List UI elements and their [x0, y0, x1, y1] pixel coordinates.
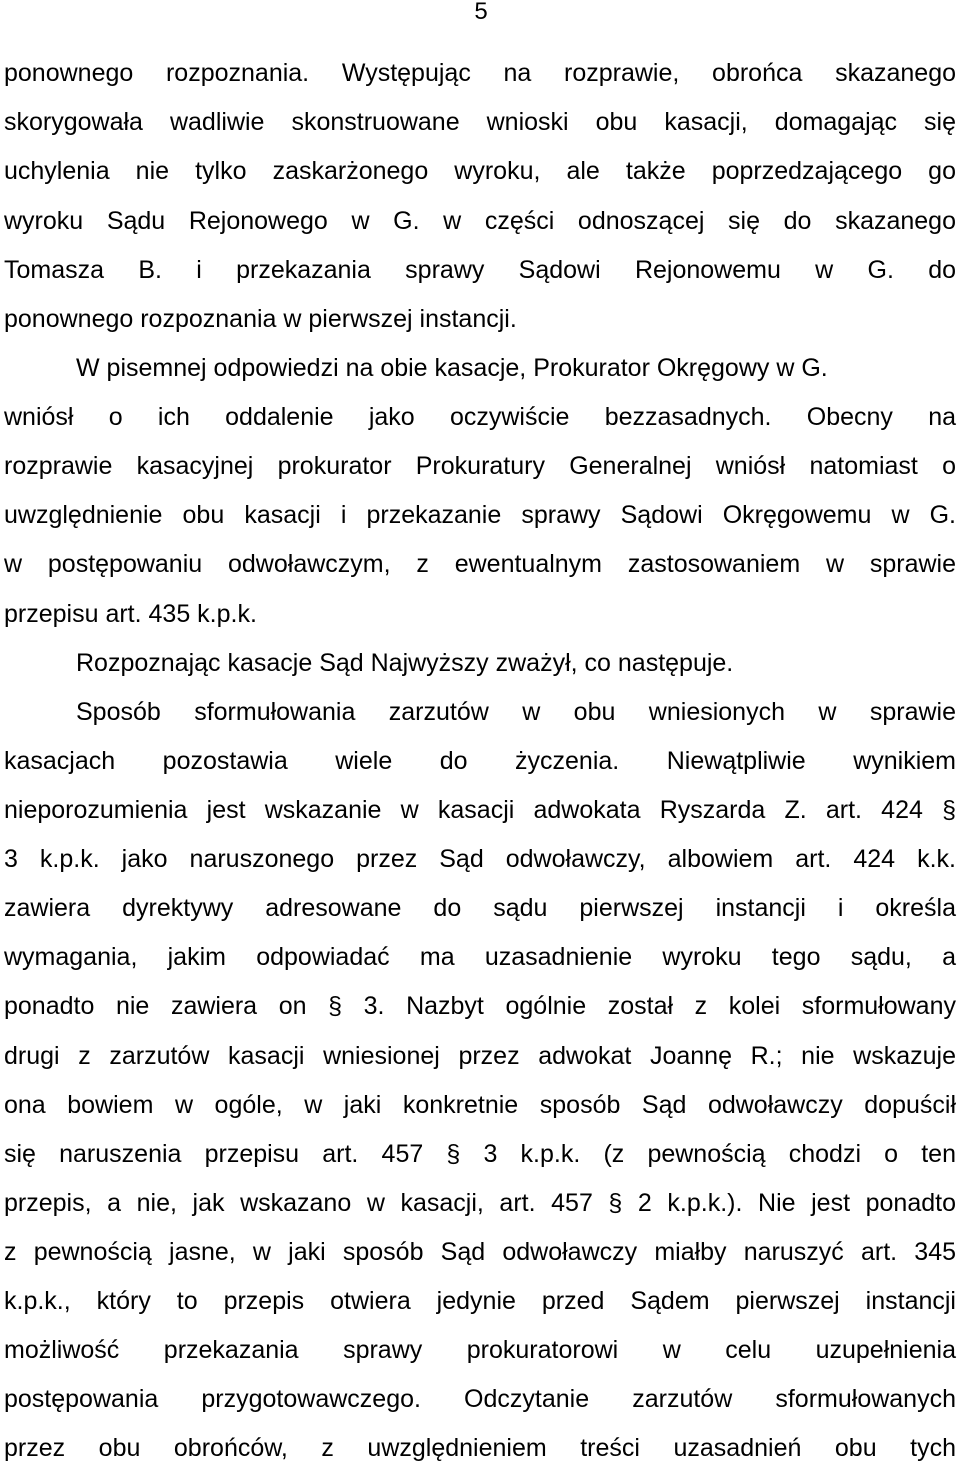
text-line: postępowania przygotowawczego. Odczytanie zarzutów sformułowanych: [4, 1385, 956, 1413]
text-line: k.p.k., który to przepis otwiera jedynie przed Sądem pierwszej instancji: [4, 1287, 956, 1315]
text-line: uchylenia nie tylko zaskarżonego wyroku, ale także poprzedzającego go: [4, 157, 956, 185]
text-line: nieporozumienia jest wskazanie w kasacji adwokata Ryszarda Z. art. 424 §: [4, 796, 956, 824]
text-line: ponadto nie zawiera on § 3. Nazbyt ogólnie został z kolei sformułowany: [4, 992, 956, 1020]
text-line: drugi z zarzutów kasacji wniesionej przez adwokat Joannę R.; nie wskazuje: [4, 1042, 956, 1070]
text-line: zawiera dyrektywy adresowane do sądu pierwszej instancji i określa: [4, 894, 956, 922]
text-line: wniósł o ich oddalenie jako oczywiście bezzasadnych. Obecny na: [4, 403, 956, 431]
text-line: 3 k.p.k. jako naruszonego przez Sąd odwoławczy, albowiem art. 424 k.k.: [4, 845, 956, 873]
text-line: W pisemnej odpowiedzi na obie kasacje, Prokurator Okręgowy w G.: [76, 354, 828, 382]
text-line: możliwość przekazania sprawy prokuratorowi w celu uzupełnienia: [4, 1336, 956, 1364]
text-line: wyroku Sądu Rejonowego w G. w części odnoszącej się do skazanego: [4, 207, 956, 235]
text-line: Tomasza B. i przekazania sprawy Sądowi Rejonowemu w G. do: [4, 256, 956, 284]
text-line: ona bowiem w ogóle, w jaki konkretnie sposób Sąd odwoławczy dopuścił: [4, 1091, 956, 1119]
text-line: rozprawie kasacyjnej prokurator Prokuratury Generalnej wniósł natomiast o: [4, 452, 956, 480]
page-number: 5: [474, 0, 488, 25]
text-line: Sposób sformułowania zarzutów w obu wniesionych w sprawie: [76, 698, 956, 726]
text-line: kasacjach pozostawia wiele do życzenia. Niewątpliwie wynikiem: [4, 747, 956, 775]
text-line: ponownego rozpoznania w pierwszej instancji.: [4, 305, 517, 333]
text-line: się naruszenia przepisu art. 457 § 3 k.p.k. (z pewnością chodzi o ten: [4, 1140, 956, 1168]
text-line: przepisu art. 435 k.p.k.: [4, 600, 257, 628]
text-line: Rozpoznając kasacje Sąd Najwyższy zważył, co następuje.: [76, 649, 734, 677]
text-line: uwzględnienie obu kasacji i przekazanie sprawy Sądowi Okręgowemu w G.: [4, 501, 956, 529]
text-line: z pewnością jasne, w jaki sposób Sąd odwoławczy miałby naruszyć art. 345: [4, 1238, 956, 1266]
text-line: skorygowała wadliwie skonstruowane wnioski obu kasacji, domagając się: [4, 108, 956, 136]
text-line: ponownego rozpoznania. Występując na rozprawie, obrońca skazanego: [4, 59, 956, 87]
text-line: przepis, a nie, jak wskazano w kasacji, art. 457 § 2 k.p.k.). Nie jest ponadto: [4, 1189, 956, 1217]
text-line: w postępowaniu odwoławczym, z ewentualnym zastosowaniem w sprawie: [4, 550, 956, 578]
text-line: wymagania, jakim odpowiadać ma uzasadnienie wyroku tego sądu, a: [4, 943, 956, 971]
text-line: przez obu obrońców, z uwzględnieniem treści uzasadnień obu tych: [4, 1434, 956, 1462]
